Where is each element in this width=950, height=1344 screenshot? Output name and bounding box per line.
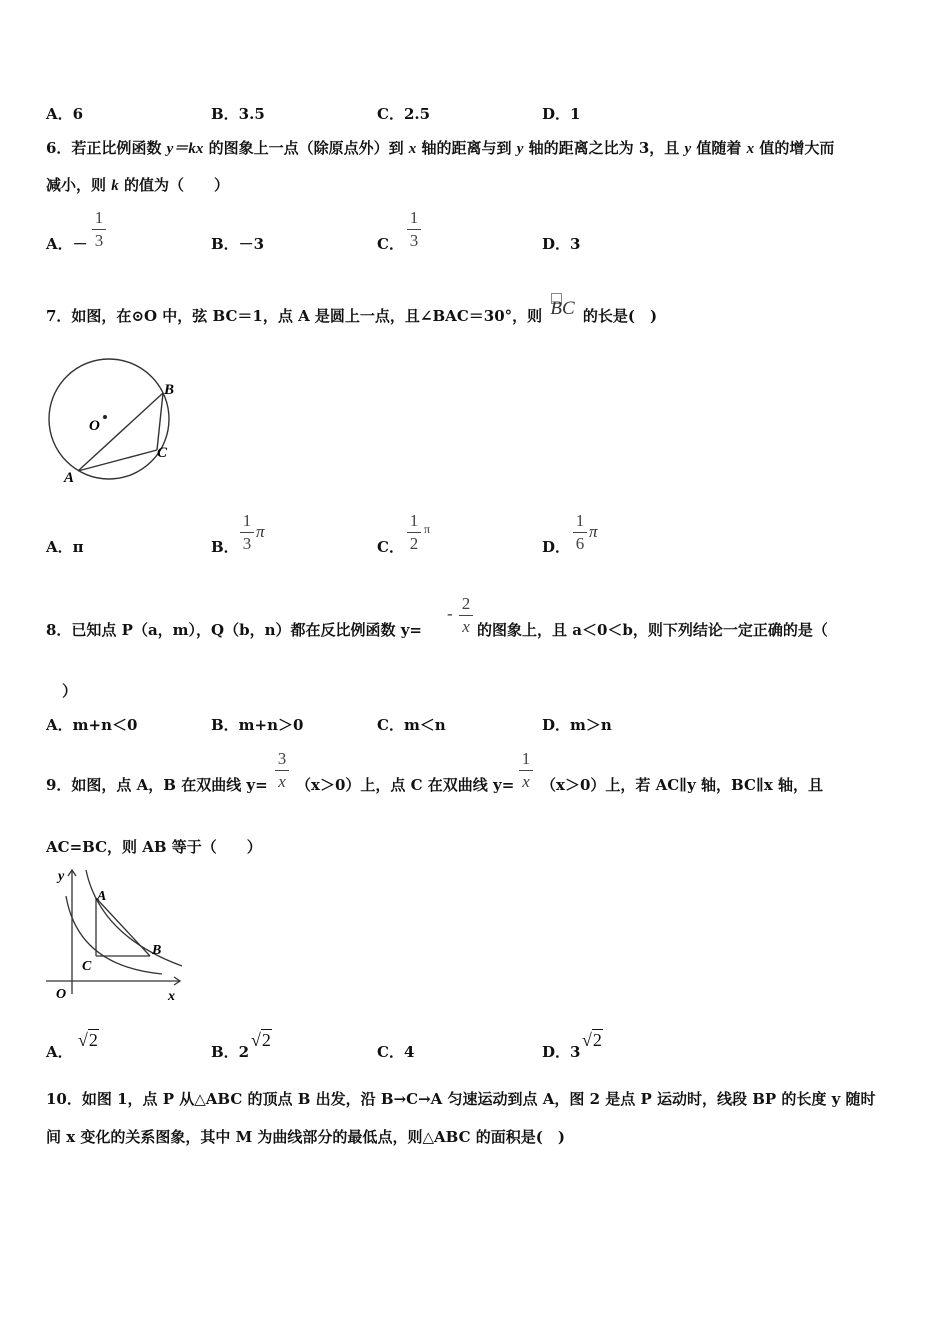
q9-option-b-sqrt: √2 [251,1030,271,1050]
numerator: 1 [94,208,104,227]
q7-arc-label: BC [550,305,574,327]
q7-circle-figure [44,358,180,488]
denominator: 6 [575,534,585,553]
numerator: 1 [575,511,585,530]
q5-option-a: A．6 [46,105,84,123]
q8-option-a: A．m+n＜0 [46,716,138,734]
q9-hyperbola-figure [44,866,184,1004]
q8-fraction [459,594,473,637]
label-o: O [56,987,67,1002]
segment-ab [96,898,150,956]
q7-text: 的长是( ) [582,307,658,325]
q8-question-part1: 8．已知点 P（a，m），Q（b，n）都在反比例函数 y= [46,621,422,639]
q6-option-c-fraction [407,208,421,251]
q9-question-part2: （x＞0）上，点 C 在双曲线 y= [296,776,515,794]
q7-option-c-pi: π [424,522,431,536]
radicand: 2 [261,1030,271,1050]
circle-o [49,359,169,479]
radicand: 2 [88,1030,98,1050]
q6-var: x [408,141,417,157]
q6-text: 值随着 [691,139,747,157]
q6-option-b: B．－3 [211,235,265,253]
q6-var: y＝kx [166,141,204,157]
label-y: y [58,869,65,884]
label-o: O [89,418,100,434]
label-c: C [82,959,92,974]
q8-option-b: B．m+n＞0 [211,716,304,734]
q9-option-a-sqrt: √2 [78,1030,98,1050]
q6-text: 6．若正比例函数 [46,139,167,157]
q6-option-c-label: C． [377,235,404,253]
numerator: 1 [409,511,419,530]
denominator: 3 [409,231,419,250]
q5-option-b: B．3.5 [211,105,265,123]
q10-question-line2: 间 x 变化的关系图象，其中 M 为曲线部分的最低点，则△ABC 的面积是( ) [46,1128,565,1146]
denominator: 2 [409,534,419,553]
q8-question-line2: ） [62,682,78,700]
curve-y-1-over-x [66,896,162,974]
q9-question-line2: AC=BC，则 AB 等于（ ） [46,838,262,856]
q6-text: 的值为（ ） [118,176,229,194]
q9-option-d-label: D．3 [542,1043,581,1061]
q9-option-c: C．4 [377,1043,415,1061]
q7-option-c-label: C． [377,538,404,556]
label-b: B [164,382,175,398]
denominator: x [278,772,286,791]
radicand: 2 [592,1030,602,1050]
q9-question-part1: 9．如图，点 A，B 在双曲线 y= [46,776,268,794]
q5-option-c: C．2.5 [377,105,431,123]
q6-var: x [746,141,755,157]
curve-y-3-over-x [86,870,182,966]
chord-bc [157,393,163,450]
q7-option-b-pi: π [256,522,265,541]
label-x: x [168,989,175,1004]
q9-option-a-label: A． [46,1043,73,1061]
q7-option-b-label: B． [211,538,239,556]
q9-question-part3: （x＞0）上，若 AC∥y 轴，BC∥x 轴，且 [541,776,824,794]
label-a: A [97,889,107,904]
q6-text: 值的增大而 [754,139,835,157]
q6-text: 轴的距离之比为 3，且 [523,139,685,157]
denominator: 3 [94,231,104,250]
denominator: x [462,617,470,636]
q6-var: y [684,141,692,157]
q6-text: 的图象上一点（除原点外）到 [203,139,409,157]
q9-fraction-1 [275,749,289,792]
q6-option-d: D．3 [542,235,581,253]
q8-option-d: D．m＞n [542,716,612,734]
q7-question [46,298,658,327]
q6-question-line1 [46,137,834,158]
q6-text: 轴的距离与到 [416,139,517,157]
q7-option-d-pi: π [589,522,598,541]
q8-question-part2: 的图象上，且 a＜0＜b，则下列结论一定正确的是（ [477,621,828,639]
q9-option-b-label: B．2 [211,1043,250,1061]
q8-option-c: C．m＜n [377,716,446,734]
q7-option-b-fraction [240,511,254,554]
denominator: 3 [242,534,252,553]
q9-option-d-sqrt: √2 [582,1030,602,1050]
q5-option-d: D．1 [542,105,581,123]
denominator: x [522,772,530,791]
numerator: 3 [277,749,287,768]
numerator: 1 [409,208,419,227]
q6-question-line2 [46,174,229,195]
q8-frac-sign: - [447,604,453,623]
q6-text: 减小，则 [46,176,112,194]
numerator: 1 [521,749,531,768]
q7-option-c-fraction [407,511,421,554]
numerator: 1 [242,511,252,530]
q6-var: k [111,178,119,194]
q7-option-d-label: D． [542,538,571,556]
q9-fraction-2 [519,749,533,792]
q6-var: y [516,141,524,157]
q7-option-a: A．π [46,538,84,556]
q10-question-line1: 10．如图 1，点 P 从△ABC 的顶点 B 出发，沿 B→C→A 匀速运动到点 A，图 2 是点 P 运动时，线段 BP 的长度 y 随时 [46,1090,876,1108]
label-c: C [157,445,168,461]
label-a: A [64,470,75,486]
q7-option-d-fraction [573,511,587,554]
q6-option-a-label: A．－ [46,235,88,253]
q7-text: 7．如图，在⊙O 中，弦 BC＝1，点 A 是圆上一点，且∠BAC＝30°，则 [46,307,543,325]
q6-option-a-fraction [92,208,106,251]
label-b: B [152,943,162,958]
center-point [103,415,107,419]
numerator: 2 [461,594,471,613]
